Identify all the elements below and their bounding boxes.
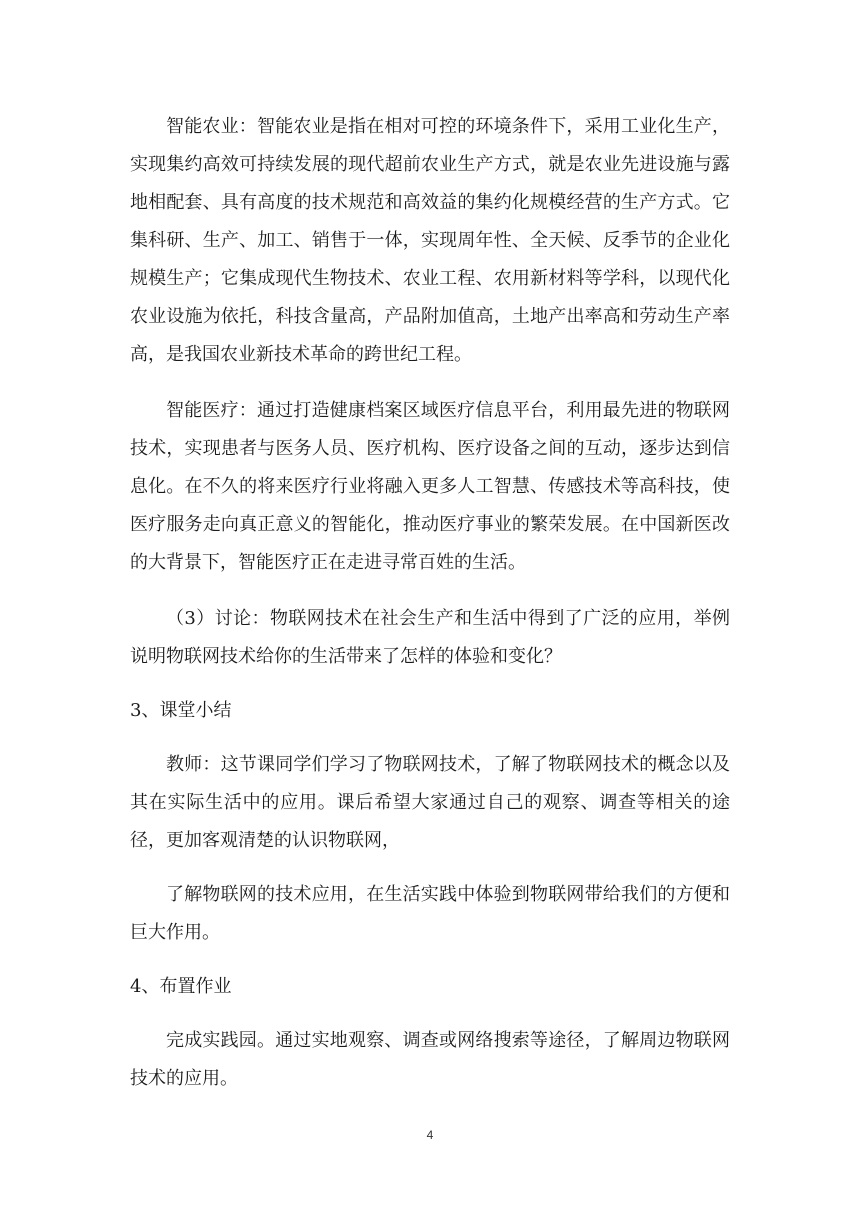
paragraph-teacher-summary: 教师：这节课同学们学习了物联网技术，了解了物联网技术的概念以及其在实际生活中的应用。课后希望大家通过自己的观察、调查等相关的途径，更加客观清楚的认识物联网， (130, 754, 730, 851)
page-number: 4 (426, 1128, 434, 1142)
section-heading-homework: 4、布置作业 (130, 976, 232, 997)
paragraph-discussion: （3）讨论：物联网技术在社会生产和生活中得到了广泛的应用，举例说明物联网技术给你的生活带来了怎样的体验和变化？ (130, 608, 730, 667)
page-body (130, 108, 730, 1098)
paragraph-homework: 完成实践园。通过实地观察、调查或网络搜索等途径，了解周边物联网技术的应用。 (130, 1030, 730, 1089)
section-heading-class-summary: 3、课堂小结 (130, 700, 232, 721)
paragraph-summary-continued: 了解物联网的技术应用，在生活实践中体验到物联网带给我们的方便和巨大作用。 (130, 884, 730, 943)
paragraph-smart-agriculture: 智能农业：智能农业是指在相对可控的环境条件下，采用工业化生产，实现集约高效可持续发展的现代超前农业生产方式，就是农业先进设施与露地相配套、具有高度的技术规范和高效益的集约化规模经营的生产方式。它集科研、生产、加工、销售于一体，实现周年性、全天候、反季节的企业化规模生产；它集成现代生物技术、农业工程、农用新材料等学科，以现代化农业设施为依托，科技含量高，产品附加值高，土地产出率高和劳动生产率高，是我国农业新技术革命的跨世纪工程。 (130, 116, 730, 365)
paragraph-smart-medical: 智能医疗：通过打造健康档案区域医疗信息平台，利用最先进的物联网技术，实现患者与医务人员、医疗机构、医疗设备之间的互动，逐步达到信息化。在不久的将来医疗行业将融入更多人工智慧、传感技术等高科技，使医疗服务走向真正意义的智能化，推动医疗事业的繁荣发展。在中国新医改的大背景下，智能医疗正在走进寻常百姓的生活。 (130, 400, 730, 573)
